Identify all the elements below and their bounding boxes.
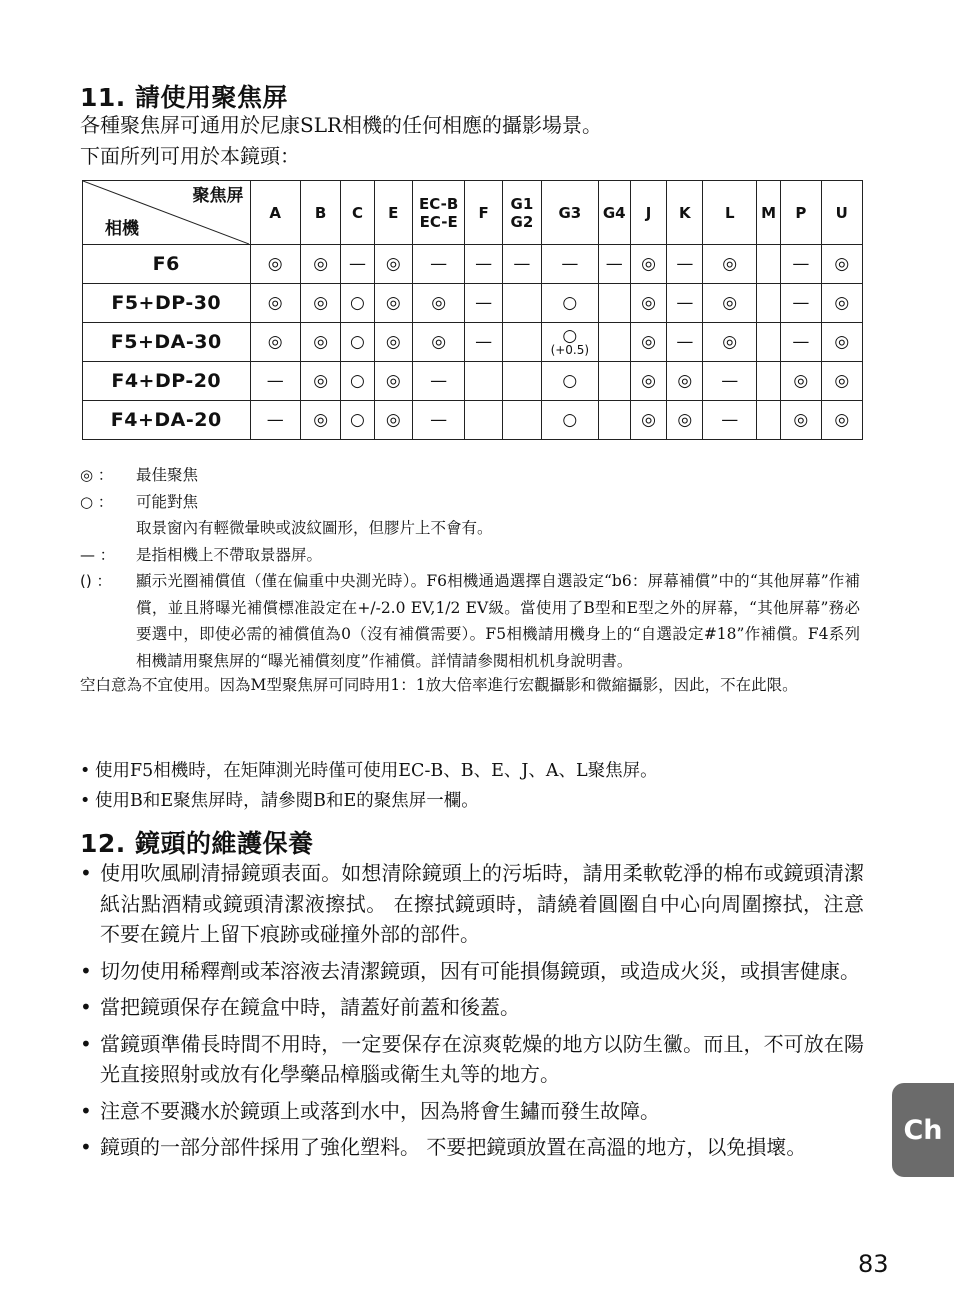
table-cell: ◎ [630, 362, 666, 401]
table-cell [502, 362, 541, 401]
camera-cell: F5+DA-30 [83, 323, 251, 362]
table-cell [756, 323, 780, 362]
language-tab[interactable]: Ch [892, 1083, 954, 1177]
col-header-ecb: EC-B [419, 194, 459, 213]
col-header-u: U [821, 181, 862, 245]
legend-text: 可能對焦 [136, 492, 199, 511]
section-11-intro [80, 110, 602, 172]
section-12-title: 12. 鏡頭的維護保養 [80, 829, 314, 858]
table-cell: ◎ [703, 284, 756, 323]
col-header-g1-g2 [502, 181, 541, 245]
col-header-f: F [465, 181, 502, 245]
table-row [83, 245, 863, 284]
table-cell: — [465, 245, 502, 284]
legend-symbol [80, 515, 136, 542]
section-12-bullets [80, 858, 864, 1169]
table-cell: ◎ [300, 323, 340, 362]
table-cell: ◎ [300, 362, 340, 401]
list-item: • 切勿使用稀釋劑或苯溶液去清潔鏡頭，因有可能損傷鏡頭，或造成火災，或損害健康。 [80, 956, 864, 987]
legend-text: 最佳聚焦 [136, 466, 199, 484]
table-cell: — [412, 401, 464, 440]
table-cell: — [250, 362, 300, 401]
legend-symbol: ○ ： [80, 492, 113, 511]
col-header-l: L [703, 181, 756, 245]
legend-text: 顯示光圈補償值（僅在偏重中央測光時）。F6相機通過選擇自選設定“b6：屏幕補償”中的“其他屏幕”作補償，並且將曝光補償標准設定在+/-2.0 EV,1/2 EV級。當使用了B型和E型之外的屏幕，“其他屏幕”務必要選中，即使必需的補償值為0（沒有補償需要）。F5相機請用機身上的“自選設定#18”作補償。F4系列相機請用聚焦屏的“曝光補償刻度”作補償。詳情請參閱相机机身說明書。 [136, 572, 860, 670]
table-cell [502, 401, 541, 440]
list-item: • 使用F5相機時，在矩陣測光時僅可使用EC-B、B、E、J、A、L聚焦屏。 [80, 756, 860, 786]
list-item: • 當把鏡頭保存在鏡盒中時，請蓋好前蓋和後蓋。 [80, 992, 864, 1023]
table-cell: ◎ [781, 362, 821, 401]
table-cell [502, 323, 541, 362]
table-cell: ◎ [300, 245, 340, 284]
corner-label-camera: 相機 [105, 219, 139, 239]
table-cell: — [502, 245, 541, 284]
col-header-e: E [374, 181, 412, 245]
table-cell: — [667, 284, 703, 323]
table-cell: ◎ [412, 323, 464, 362]
table-cell: ◎ [821, 362, 862, 401]
table-row [83, 323, 863, 362]
table-cell: — [250, 401, 300, 440]
table-cell: ◎ [374, 401, 412, 440]
col-header-g3: G3 [542, 181, 599, 245]
table-cell: ○ [341, 401, 374, 440]
legend-text: 取景窗內有輕微暈映或波紋圖形，但膠片上不會有。 [136, 519, 493, 537]
table-cell: ◎ [821, 284, 862, 323]
table-cell: ○ [542, 401, 599, 440]
legend-item [80, 542, 860, 569]
legend-item [80, 462, 860, 489]
table-cell: ○ [341, 323, 374, 362]
intro-line-2: 下面所列可用於本鏡頭： [80, 144, 300, 168]
list-item: • 使用B和E聚焦屏時，請參閱B和E的聚焦屏一欄。 [80, 786, 860, 816]
table-cell: ◎ [781, 401, 821, 440]
list-item: • 注意不要濺水於鏡頭上或落到水中，因為將會生鏽而發生故障。 [80, 1096, 864, 1127]
table-cell [756, 401, 780, 440]
col-header-g4: G4 [598, 181, 630, 245]
legend-item [80, 515, 860, 542]
col-header-g1: G1 [510, 194, 534, 213]
table-cell: ◎ [374, 323, 412, 362]
table-cell: — [341, 245, 374, 284]
table-cell: ◎ [667, 401, 703, 440]
table-cell [502, 284, 541, 323]
table-cell: ◎ [374, 362, 412, 401]
col-header-g2: G2 [510, 212, 534, 231]
col-header-a: A [250, 181, 300, 245]
table-cell: ◎ [374, 284, 412, 323]
table-cell: ◎ [821, 323, 862, 362]
table-cell: — [703, 401, 756, 440]
table-cell: ◎ [250, 245, 300, 284]
table-cell: — [412, 245, 464, 284]
table-cell [465, 401, 502, 440]
camera-cell: F6 [83, 245, 251, 284]
table-cell: — [598, 245, 630, 284]
col-header-p: P [781, 181, 821, 245]
table-cell: — [465, 323, 502, 362]
col-header-j: J [630, 181, 666, 245]
table-cell: ◎ [703, 323, 756, 362]
table-cell: ◎ [821, 245, 862, 284]
table-cell: ◎ [630, 245, 666, 284]
table-cell: — [667, 323, 703, 362]
table-cell [465, 362, 502, 401]
table-cell: — [667, 245, 703, 284]
legend-symbol: () ： [80, 572, 112, 590]
intro-line-1: 各種聚焦屏可通用於尼康SLR相機的任何相應的攝影場景。 [80, 113, 603, 137]
table-cell [756, 284, 780, 323]
page-number: 83 [858, 1250, 889, 1278]
table-row [83, 362, 863, 401]
section-11-bullets [80, 756, 860, 816]
table-cell [598, 401, 630, 440]
col-header-k: K [667, 181, 703, 245]
table-cell: ◎ [630, 284, 666, 323]
col-header-ecb-ece [412, 181, 464, 245]
focusing-screen-table [82, 180, 863, 440]
camera-cell: F4+DA-20 [83, 401, 251, 440]
table-cell: — [781, 284, 821, 323]
table-cell: — [781, 245, 821, 284]
list-item: • 鏡頭的一部分部件採用了強化塑料。 不要把鏡頭放置在高溫的地方，以免損壞。 [80, 1132, 864, 1163]
table-cell: ◎ [250, 284, 300, 323]
table-cell: — [703, 362, 756, 401]
table-cell: — [412, 362, 464, 401]
legend-item [80, 489, 860, 516]
table-cell: ◎ [300, 284, 340, 323]
table-cell: ○ [542, 362, 599, 401]
table-cell: ◎ [630, 401, 666, 440]
table-cell: ◎ [300, 401, 340, 440]
table-cell: ◎ [374, 245, 412, 284]
table-cell [598, 284, 630, 323]
camera-cell: F4+DP-20 [83, 362, 251, 401]
camera-cell: F5+DP-30 [83, 284, 251, 323]
table-cell: ○ [542, 284, 599, 323]
table-cell: ◎ [412, 284, 464, 323]
col-header-ece: EC-E [419, 212, 458, 231]
list-item: • 使用吹風刷清掃鏡頭表面。如想清除鏡頭上的污垢時，請用柔軟乾淨的棉布或鏡頭清潔紙沾點酒精或鏡頭清潔液擦拭。 在擦拭鏡頭時，請繞着圓圈自中心向周圍擦拭，注意不要在鏡片上留下痕跡或碰撞外部的部件。 [80, 858, 864, 950]
table-cell: ○ [341, 284, 374, 323]
table-cell [598, 323, 630, 362]
table-cell: ◎ [667, 362, 703, 401]
g3-symbol: ○ [562, 326, 578, 346]
table-cell: ◎ [630, 323, 666, 362]
legend-symbol: ◎ ： [80, 466, 113, 484]
table-cell [756, 245, 780, 284]
table-cell: — [781, 323, 821, 362]
g3-compensation: (+0.5) [550, 343, 590, 357]
table-cell [598, 362, 630, 401]
col-header-m: M [756, 181, 780, 245]
list-item: • 當鏡頭準備長時間不用時，一定要保存在涼爽乾燥的地方以防生黴。而且，不可放在陽光直接照射或放有化學藥品樟腦或衛生丸等的地方。 [80, 1029, 864, 1090]
table-cell: ◎ [250, 323, 300, 362]
section-11-title: 11. 請使用聚焦屏 [80, 83, 288, 112]
table-corner-cell [83, 181, 251, 245]
table-cell: ◎ [821, 401, 862, 440]
legend-text: 是指相機上不帶取景器屏。 [136, 545, 323, 564]
corner-label-screen: 聚焦屏 [192, 186, 244, 206]
table-legend [80, 462, 860, 695]
table-row [83, 401, 863, 440]
table-cell: ◎ [703, 245, 756, 284]
legend-item [80, 568, 860, 674]
table-cell-g3 [542, 323, 599, 362]
table-cell: ○ [341, 362, 374, 401]
blank-cell-note: 空白意為不宜使用。因為M型聚焦屏可同時用1：1放大倍率進行宏觀攝影和微縮攝影，因此，不在此限。 [80, 676, 798, 694]
col-header-b: B [300, 181, 340, 245]
table-row [83, 284, 863, 323]
table-cell [756, 362, 780, 401]
col-header-c: C [341, 181, 374, 245]
legend-symbol: — ： [80, 545, 115, 564]
table-cell: — [542, 245, 599, 284]
table-cell: — [465, 284, 502, 323]
